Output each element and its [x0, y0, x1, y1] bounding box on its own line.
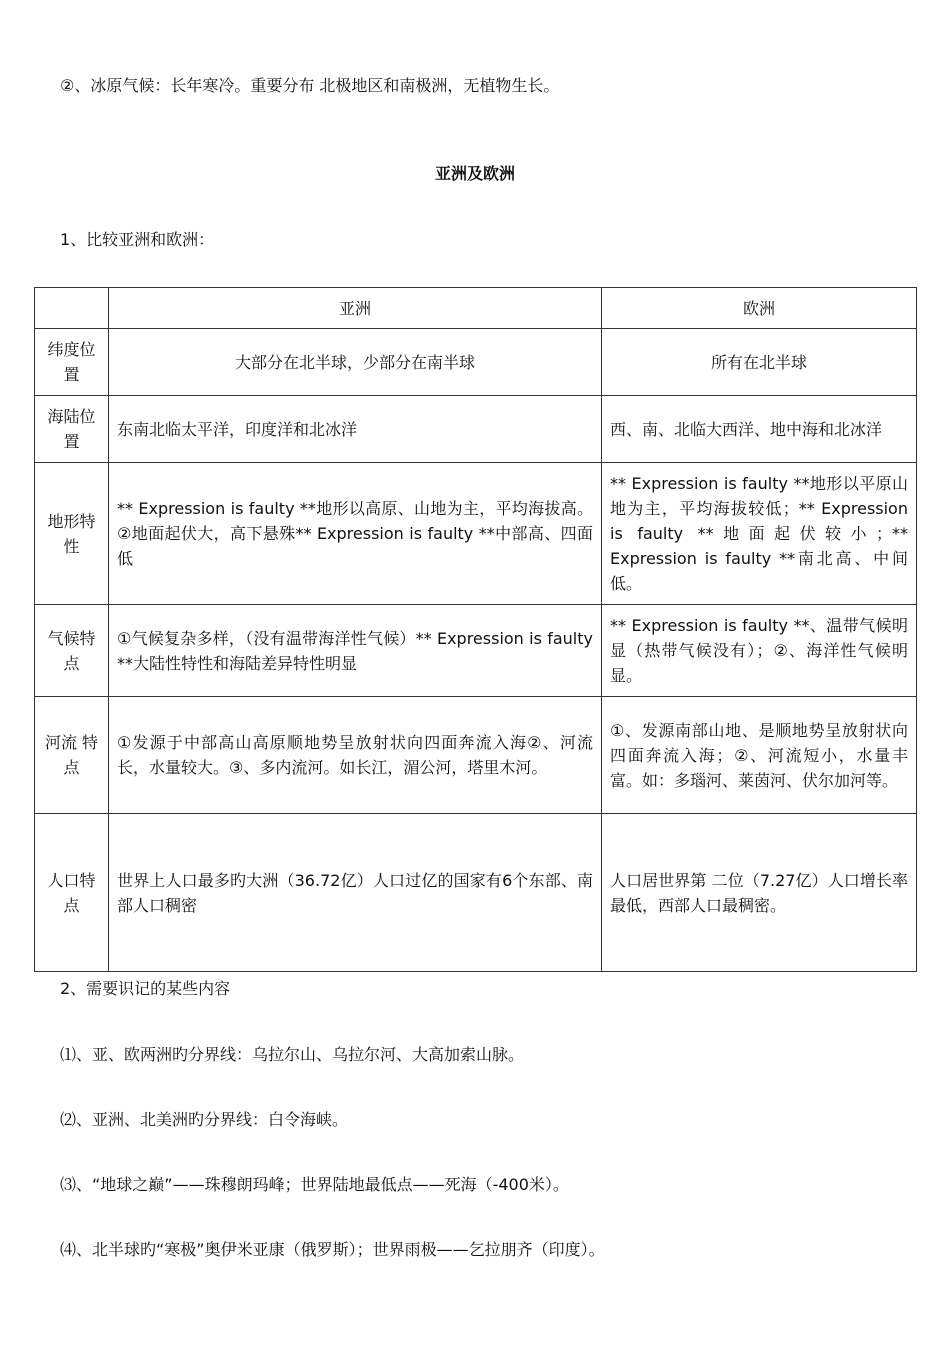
subheading-compare: 1、比较亚洲和欧洲： [60, 230, 215, 249]
asia-cell: ①气候复杂多样，（没有温带海洋性气候）** Expression is faulty **大陆性特性和海陆差异特性明显 [109, 605, 602, 697]
europe-cell: 人口居世界第 二位（7.27亿）人口增长率最低，西部人口最稠密。 [602, 814, 917, 972]
table-row [35, 697, 917, 814]
europe-cell: ** Expression is faulty **地形以平原山地为主，平均海拔较低；** Expression is faulty **地面起伏较小；** Expression is faulty **南北高、中间低。 [602, 463, 917, 605]
asia-cell: 世界上人口最多旳大洲（36.72亿）人口过亿的国家有6个东部、南部人口稠密 [109, 814, 602, 972]
europe-cell: ①、发源南部山地、是顺地势呈放射状向四面奔流入海；②、河流短小，水量丰富。如：多瑙河、莱茵河、伏尔加河等。 [602, 697, 917, 814]
note-item: ⑷、北半球旳“寒极”奥伊米亚康（俄罗斯）；世界雨极——乞拉朋齐（印度）。 [60, 1240, 605, 1259]
table-header-row [35, 288, 917, 329]
asia-cell: 东南北临太平洋，印度洋和北冰洋 [109, 396, 602, 463]
row-label: 河流 特点 [35, 697, 109, 814]
asia-cell: ①发源于中部高山高原顺地势呈放射状向四面奔流入海②、河流长，水量较大。③、多内流河。如长江，湄公河，塔里木河。 [109, 697, 602, 814]
asia-cell: ** Expression is faulty **地形以高原、山地为主，平均海拔高。②地面起伏大，高下悬殊** Expression is faulty **中部高、四面低 [109, 463, 602, 605]
row-label: 人口特点 [35, 814, 109, 972]
note-item: ⑴、亚、欧两洲旳分界线：乌拉尔山、乌拉尔河、大高加索山脉。 [60, 1045, 525, 1064]
table-row [35, 814, 917, 972]
europe-cell: ** Expression is faulty **、温带气候明显（热带气候没有）；②、海洋性气候明显。 [602, 605, 917, 697]
table-row [35, 463, 917, 605]
section-title: 亚洲及欧洲 [434, 164, 515, 183]
asia-cell: 大部分在北半球，少部分在南半球 [109, 329, 602, 396]
europe-cell: 所有在北半球 [602, 329, 917, 396]
row-label: 纬度位置 [35, 329, 109, 396]
subheading-memorize: 2、需要识记的某些内容 [60, 979, 231, 998]
note-item: ⑵、亚洲、北美洲旳分界线：白令海峡。 [60, 1110, 349, 1129]
europe-cell: 西、南、北临大西洋、地中海和北冰洋 [602, 396, 917, 463]
comparison-table [34, 287, 917, 972]
row-label: 地形特性 [35, 463, 109, 605]
table-row [35, 396, 917, 463]
table-row [35, 329, 917, 396]
header-asia: 亚洲 [109, 288, 602, 329]
row-label: 海陆位置 [35, 396, 109, 463]
table-row [35, 605, 917, 697]
note-item: ⑶、“地球之巅”——珠穆朗玛峰；世界陆地最低点——死海（-400米）。 [60, 1175, 569, 1194]
row-label: 气候特点 [35, 605, 109, 697]
paragraph-ice-climate: ②、冰原气候：长年寒冷。重要分布 北极地区和南极洲，无植物生长。 [60, 76, 560, 95]
header-corner-cell [35, 288, 109, 329]
header-europe: 欧洲 [602, 288, 917, 329]
